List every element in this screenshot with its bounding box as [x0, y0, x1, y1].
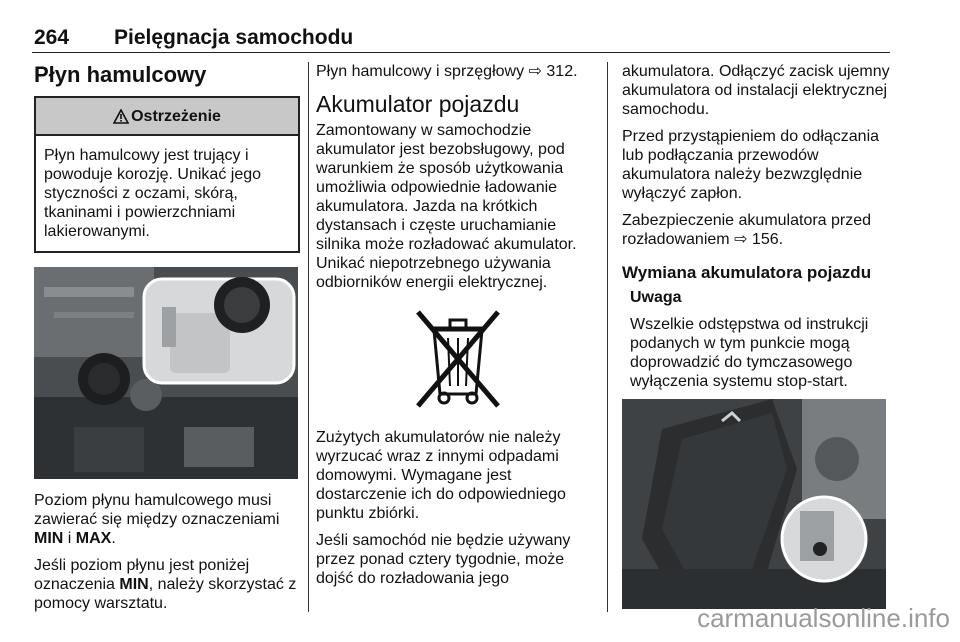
warning-triangle-icon — [113, 109, 129, 124]
warning-header — [36, 98, 298, 136]
brake-clutch-fluid-reference[interactable]: Płyn hamulcowy i sprzęgłowy ⇨ 312. — [316, 63, 578, 80]
column-1 — [34, 62, 300, 621]
subsection-title-battery-replacement: Wymiana akumulatora pojazdu — [622, 263, 872, 282]
brake-fluid-low-paragraph: Jeśli poziom płynu jest poniżej oznaczenia MIN, należy skorzystać z pomocy warsztatu. — [34, 557, 297, 612]
battery-disconnect-paragraph: akumulatora. Odłączyć zacisk ujemny akumulatora od instalacji elektrycznej samochodu. — [622, 63, 890, 118]
warning-text: Płyn hamulcowy jest trujący i powoduje korozję. Unikać jego styczności z oczami, skórą, tkaninami i powierzchniami lakierowanymi. — [44, 147, 262, 240]
max-label: MAX — [75, 530, 112, 547]
column-divider-1 — [308, 62, 309, 612]
column-3 — [622, 62, 892, 609]
header-rule — [32, 52, 890, 53]
battery-cover-photo — [622, 399, 886, 609]
discharge-protection-reference[interactable]: Zabezpieczenie akumulatora przed rozładowaniem ⇨ 156. — [622, 212, 872, 248]
warning-box — [34, 96, 300, 253]
battery-maintenance-paragraph: Zamontowany w samochodzie akumulator jest bezobsługowy, pod warunkiem że sposób użytkowania umożliwia odpowiednie ładowanie akumulatora. Jazda na krótkich dystansach i częste uruchamianie silnika może rozładować akumulator. Unikać niepotrzebnego używania odbiorników energii elektrycznej. — [316, 122, 577, 291]
section-title-battery: Akumulator pojazdu — [316, 91, 520, 117]
ignition-off-paragraph: Przed przystąpieniem do odłączania lub podłączania przewodów akumulatora należy bezwzględnie wyłączyć zapłon. — [622, 128, 880, 202]
note-title: Uwaga — [630, 289, 682, 306]
note-box — [622, 288, 892, 391]
page-reference-arrow-icon: ⇨ — [734, 231, 748, 248]
note-text: Wszelkie odstępstwa od instrukcji podanych w tym punkcie mogą doprowadzić do tymczasowego wyłączenia systemu stop-start. — [630, 316, 869, 390]
crossed-out-bin-icon — [408, 306, 508, 410]
min-label: MIN — [34, 530, 64, 547]
column-divider-2 — [607, 62, 608, 612]
min-label-2: MIN — [119, 576, 149, 593]
page-number: 264 — [34, 26, 70, 49]
section-title-brake-fluid: Płyn hamulcowy — [34, 62, 207, 87]
column-2 — [316, 62, 600, 596]
battery-disposal-paragraph: Zużytych akumulatorów nie należy wyrzucać wraz z innymi odpadami domowymi. Wymagane jest dostarczenie ich do odpowiedniego punktu zbiórki. — [316, 429, 566, 522]
battery-storage-paragraph: Jeśli samochód nie będzie używany przez ponad cztery tygodnie, może dojść do rozładowania jego — [316, 532, 571, 587]
brake-fluid-reservoir-photo — [34, 267, 298, 479]
warning-heading: Ostrzeżenie — [131, 107, 221, 125]
page-reference-arrow-icon: ⇨ — [528, 63, 542, 80]
page-header — [32, 26, 890, 50]
disposal-symbol — [316, 306, 600, 410]
watermark: carmanualsonline.info — [697, 603, 950, 633]
brake-fluid-level-paragraph: Poziom płynu hamulcowego musi zawierać się między oznaczeniami MIN i MAX. — [34, 492, 280, 547]
page-title: Pielęgnacja samochodu — [114, 26, 354, 49]
